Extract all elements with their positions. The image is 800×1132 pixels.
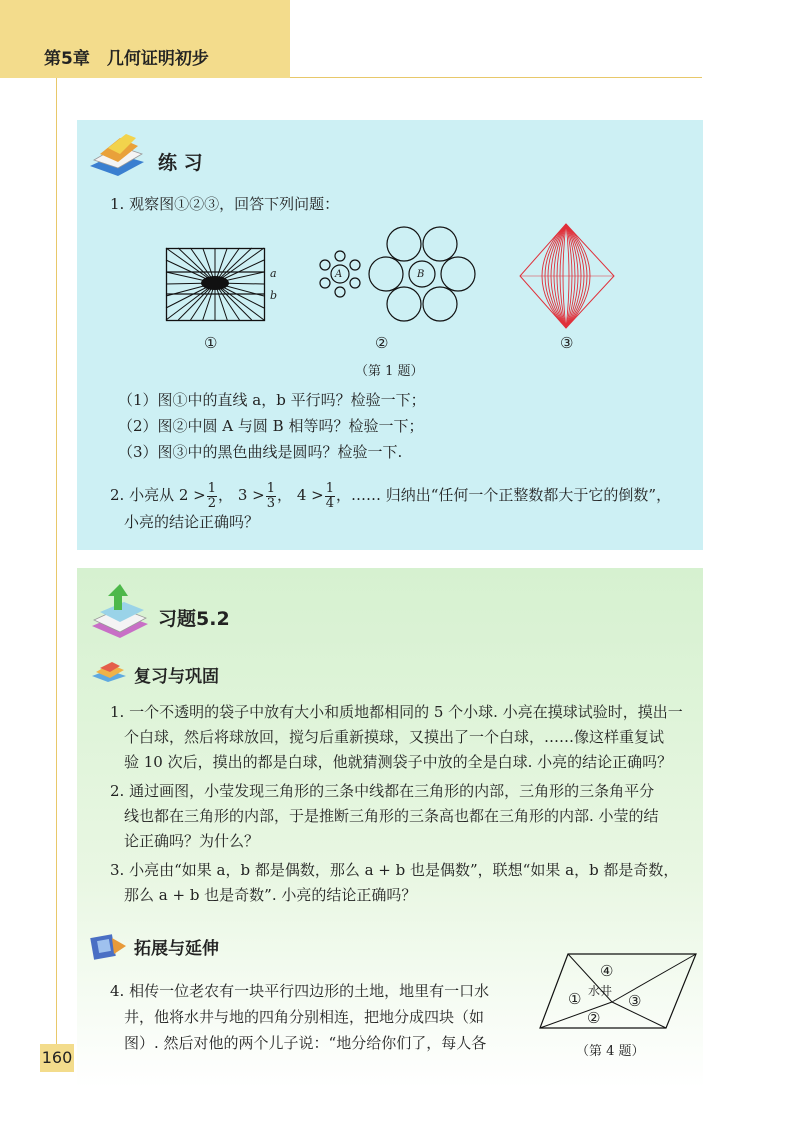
fig4-label-1: ① xyxy=(568,990,582,1008)
exercise-2-line-2: 线也都在三角形的内部，于是推断三角形的三条高也都在三角形的内部. 小莹的结 xyxy=(124,807,659,825)
exercise-1-line-3: 验 10 次后，摸出的都是白球，他就猜测袋子中放的全是白球. 小亮的结论正确吗？ xyxy=(124,753,673,771)
fig4-label-2: ② xyxy=(587,1009,601,1027)
fig-label-2: ② xyxy=(375,334,389,352)
extend-icon xyxy=(90,932,128,962)
fig1-label-a: a xyxy=(270,267,277,280)
fig-label-3: ③ xyxy=(560,334,574,352)
practice-book-icon xyxy=(86,132,150,178)
q2-ineq-3: 4 > xyxy=(296,486,324,504)
fig4-label-3: ③ xyxy=(628,992,642,1010)
q2-suffix: ，…… 归纳出“任何一个正整数都大于它的倒数”， xyxy=(335,486,672,504)
q1-intro: 1. 观察图①②③，回答下列问题： xyxy=(110,195,340,213)
q2-ineq-1: 2 > xyxy=(178,486,206,504)
exercise-2-line-3: 论正确吗？为什么？ xyxy=(124,832,260,850)
review-title: 复习与巩固 xyxy=(134,667,219,687)
exercise-4-line-3: 图）. 然后对他的两个儿子说：“地分给你们了，每人各 xyxy=(124,1034,487,1052)
figure-4-parallelogram xyxy=(538,952,698,1032)
exercise-1-line-1: 1. 一个不透明的袋子中放有大小和质地都相同的 5 个小球. 小亮在摸球试验时，摸出一 xyxy=(110,703,683,721)
sub-question-3: （3）图③中的黑色曲线是圆吗？检验一下. xyxy=(118,443,403,461)
exercise-book-icon xyxy=(86,582,152,642)
margin-line xyxy=(56,78,57,1068)
figure-3-curves xyxy=(518,222,618,332)
page-number: 160 xyxy=(40,1044,74,1072)
header-divider xyxy=(290,77,702,78)
q2-ineq-2: 3 > xyxy=(237,486,265,504)
exercise-4-line-2: 井，他将水井与地的四角分别相连，把地分成四块（如 xyxy=(124,1008,485,1026)
q2-prefix: 2. 小亮从 xyxy=(110,486,175,504)
practice-title: 练 习 xyxy=(158,152,203,174)
fig4-well-label: 水井 xyxy=(588,984,613,998)
question-2-line-2: 小亮的结论正确吗？ xyxy=(124,513,260,531)
exercise-1-line-2: 个白球，然后将球放回，搅匀后重新摸球，又摸出了一个白球，……像这样重复试 xyxy=(124,728,665,746)
question-2-line-1: 2. 小亮从 2 > $\frac{1}{2}$ ， 3 > $\frac{1}{3}$ ， 4 > $\frac{1}{4}$ ，…… 归纳出“任何一个正整数都大于它的倒数”， xyxy=(110,480,672,511)
sub-question-1: （1）图①中的直线 a，b 平行吗？检验一下； xyxy=(118,391,426,409)
fraction-1-3: $\frac{1}{3}$ xyxy=(266,480,276,511)
exercise-title: 习题5.2 xyxy=(158,608,230,630)
figure-1-parallel-lines xyxy=(166,248,272,322)
exercise-2-line-1: 2. 通过画图，小莹发现三角形的三条中线都在三角形的内部，三角形的三条角平分 xyxy=(110,782,655,800)
fig1-label-b: b xyxy=(270,289,278,302)
fig4-caption: （第 4 题） xyxy=(576,1044,645,1059)
exercise-3-line-1: 3. 小亮由“如果 a，b 都是偶数，那么 a + b 也是偶数”，联想“如果 a，b 都是奇数， xyxy=(110,861,679,879)
sub-question-2: （2）图②中圆 A 与圆 B 相等吗？检验一下； xyxy=(118,417,424,435)
review-icon xyxy=(90,660,128,684)
exercise-4-line-1: 4. 相传一位老农有一块平行四边形的土地，地里有一口水 xyxy=(110,982,490,1000)
fraction-1-2: $\frac{1}{2}$ xyxy=(207,480,217,511)
fig-label-1: ① xyxy=(204,334,218,352)
chapter-title: 第5章 几何证明初步 xyxy=(44,49,209,69)
extend-title: 拓展与延伸 xyxy=(134,939,219,959)
fig2-label-A: A xyxy=(335,269,343,280)
fig4-label-4: ④ xyxy=(600,962,614,980)
fig-caption: （第 1 题） xyxy=(355,364,424,379)
exercise-3-line-2: 那么 a + b 也是奇数”. 小亮的结论正确吗？ xyxy=(124,886,417,904)
fig2-label-B: B xyxy=(417,269,425,280)
fraction-1-4: $\frac{1}{4}$ xyxy=(325,480,334,511)
